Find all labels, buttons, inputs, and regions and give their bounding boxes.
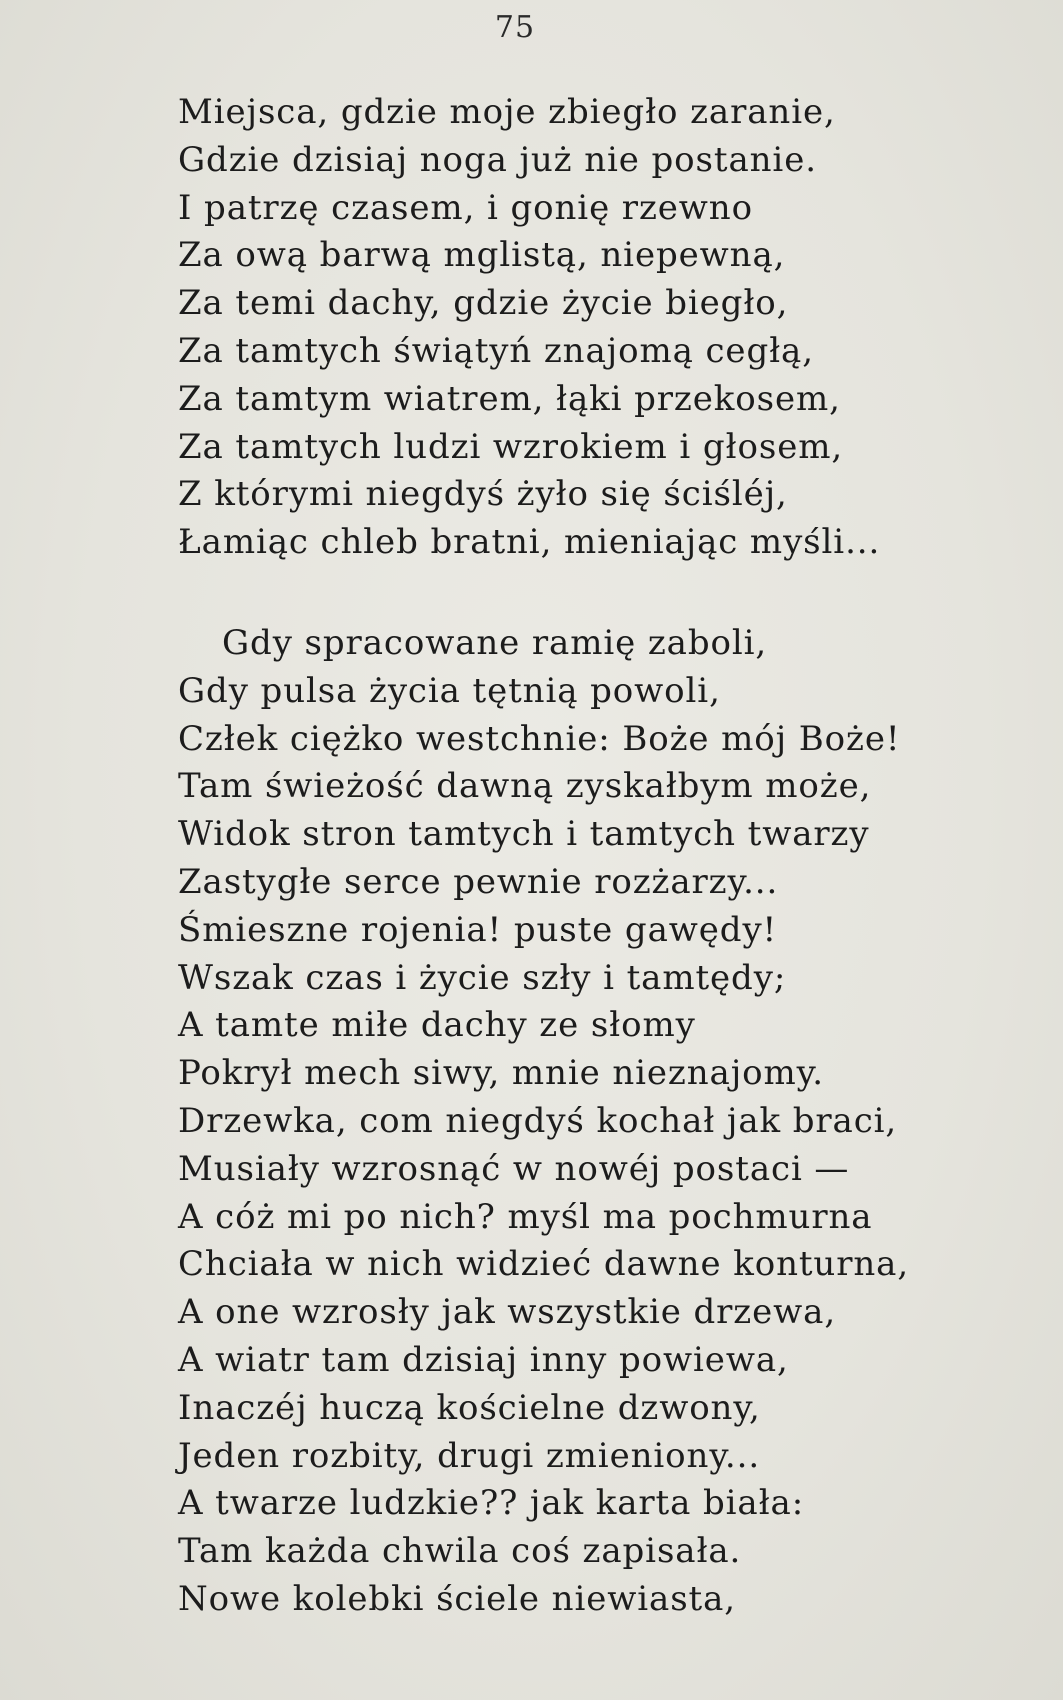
verse-line: Śmieszne rojenia! puste gawędy! [178,909,778,950]
verse-line: A cóż mi po nich? myśl ma pochmurna [178,1196,873,1237]
verse-line: Inaczéj huczą kościelne dzwony, [178,1387,761,1428]
verse-line: I patrzę czasem, i gonię rzewno [178,187,753,228]
verse-line: A wiatr tam dzisiaj inny powiewa, [178,1339,789,1380]
verse-line: Pokrył mech siwy, mnie nieznajomy. [178,1053,824,1094]
verse-line: Musiały wzrosnąć w nowéj postaci — [178,1148,850,1189]
verse-line: Zastygłe serce pewnie rozżarzy... [178,861,779,902]
verse-line: Za tamtych ludzi wzrokiem i głosem, [178,426,844,467]
verse-line: Łamiąc chleb bratni, mieniając myśli... [178,522,881,563]
verse-line: A twarze ludzkie?? jak karta biała: [178,1483,805,1524]
verse-line: Gdy pulsa życia tętnią powoli, [178,670,721,711]
verse-line: Za tamtym wiatrem, łąki przekosem, [178,378,841,419]
verse-line: Drzewka, com niegdyś kochał jak braci, [178,1100,898,1141]
verse-line: Wszak czas i życie szły i tamtędy; [178,957,787,998]
stanza-2 [178,620,909,1624]
verse-line: Jeden rozbity, drugi zmieniony... [178,1435,761,1476]
verse-line: Za ową barwą mglistą, niepewną, [178,235,786,276]
verse-line: Miejsca, gdzie moje zbiegło zaranie, [178,92,836,132]
stanza-1 [178,89,880,567]
verse-line: Gdzie dzisiaj noga już nie postanie. [178,139,817,180]
verse-line: Z którymi niegdyś żyło się ściśléj, [178,474,788,515]
verse-line: Za temi dachy, gdzie życie biegło, [178,283,789,324]
verse-line: Człek ciężko westchnie: Boże mój Boże! [178,718,901,759]
page-number: 75 [494,10,536,45]
verse-line: Tam każda chwila coś zapisała. [178,1531,742,1572]
verse-line: Chciała w nich widzieć dawne konturna, [178,1244,910,1285]
verse-line: Za tamtych świątyń znajomą cegłą, [178,330,814,371]
verse-line: Tam świeżość dawną zyskałbym może, [178,766,872,807]
verse-line: Widok stron tamtych i tamtych twarzy [178,814,870,855]
verse-line: A tamte miłe dachy ze słomy [178,1005,696,1046]
verse-line: Nowe kolebki ściele niewiasta, [178,1578,736,1619]
verse-line: Gdy spracowane ramię zaboli, [222,623,768,663]
verse-line: A one wzrosły jak wszystkie drzewa, [178,1292,837,1333]
